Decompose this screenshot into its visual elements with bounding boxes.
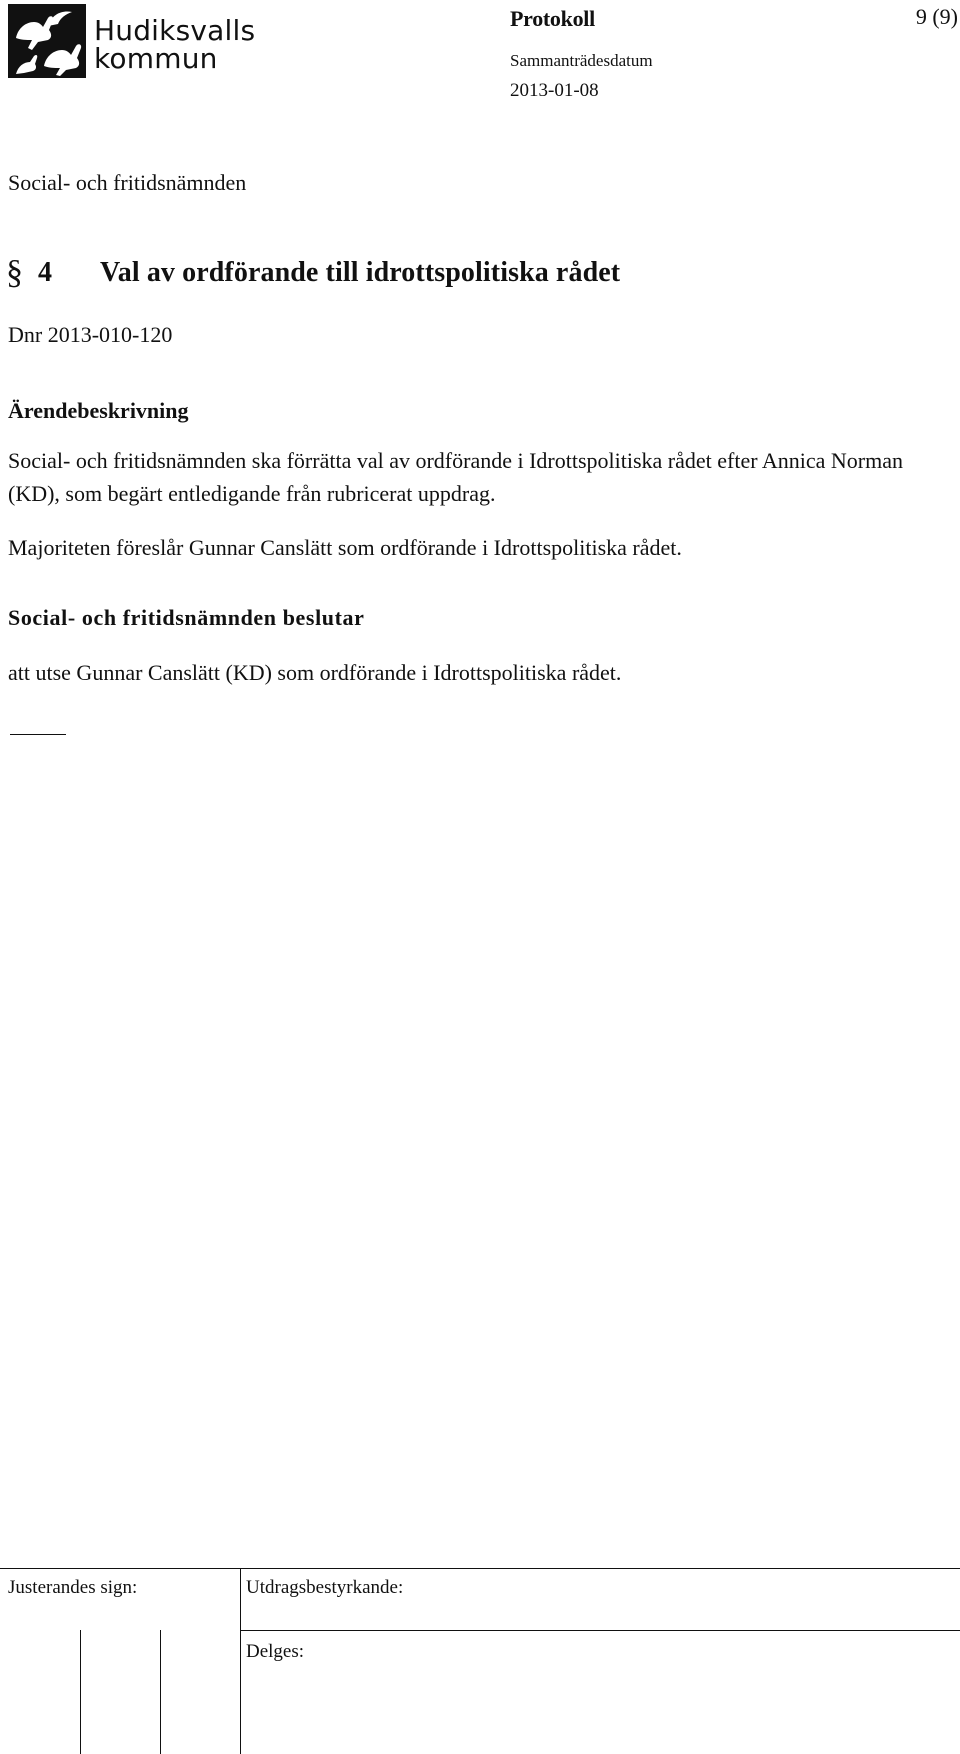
section-symbol: § xyxy=(6,254,23,291)
logo-text-line1: Hudiksvalls xyxy=(94,14,256,47)
description-paragraph-1: Social- och fritidsnämnden ska förrätta val av ordförande i Idrottspolitiska rådet efter Annica Norman (KD), som begärt entledigande från rubricerat uppdrag. xyxy=(8,448,903,506)
municipality-logo xyxy=(8,4,256,78)
description-heading: Ärendebeskrivning xyxy=(8,398,189,423)
sent-to-label: Delges: xyxy=(246,1641,305,1662)
signers-label: Justerandes sign: xyxy=(8,1577,138,1598)
decision-heading: Social- och fritidsnämnden beslutar xyxy=(8,605,365,630)
meeting-date: 2013-01-08 xyxy=(510,80,599,101)
end-rule xyxy=(10,734,66,735)
footer-top-rule xyxy=(0,1568,960,1569)
footer-mid-rule xyxy=(240,1630,960,1631)
meeting-date-label: Sammanträdesdatum xyxy=(510,51,653,70)
goat-emblem-icon xyxy=(8,4,86,78)
description-paragraph-2: Majoriteten föreslår Gunnar Canslätt som ordförande i Idrottspolitiska rådet. xyxy=(8,535,682,560)
excerpt-label: Utdragsbestyrkande: xyxy=(246,1577,404,1598)
page-number: 9 (9) xyxy=(915,4,958,29)
signature-box-divider xyxy=(160,1630,161,1754)
section-number: 4 xyxy=(38,257,52,288)
section-title: Val av ordförande till idrottspolitiska rådet xyxy=(100,257,621,288)
case-number: Dnr 2013-010-120 xyxy=(8,322,173,347)
committee-name: Social- och fritidsnämnden xyxy=(8,170,247,195)
signature-box-divider xyxy=(80,1630,81,1754)
logo-text-line2: kommun xyxy=(94,42,218,75)
footer-divider xyxy=(240,1568,241,1754)
document-type: Protokoll xyxy=(510,6,595,31)
decision-text: att utse Gunnar Canslätt (KD) som ordförande i Idrottspolitiska rådet. xyxy=(8,660,622,685)
